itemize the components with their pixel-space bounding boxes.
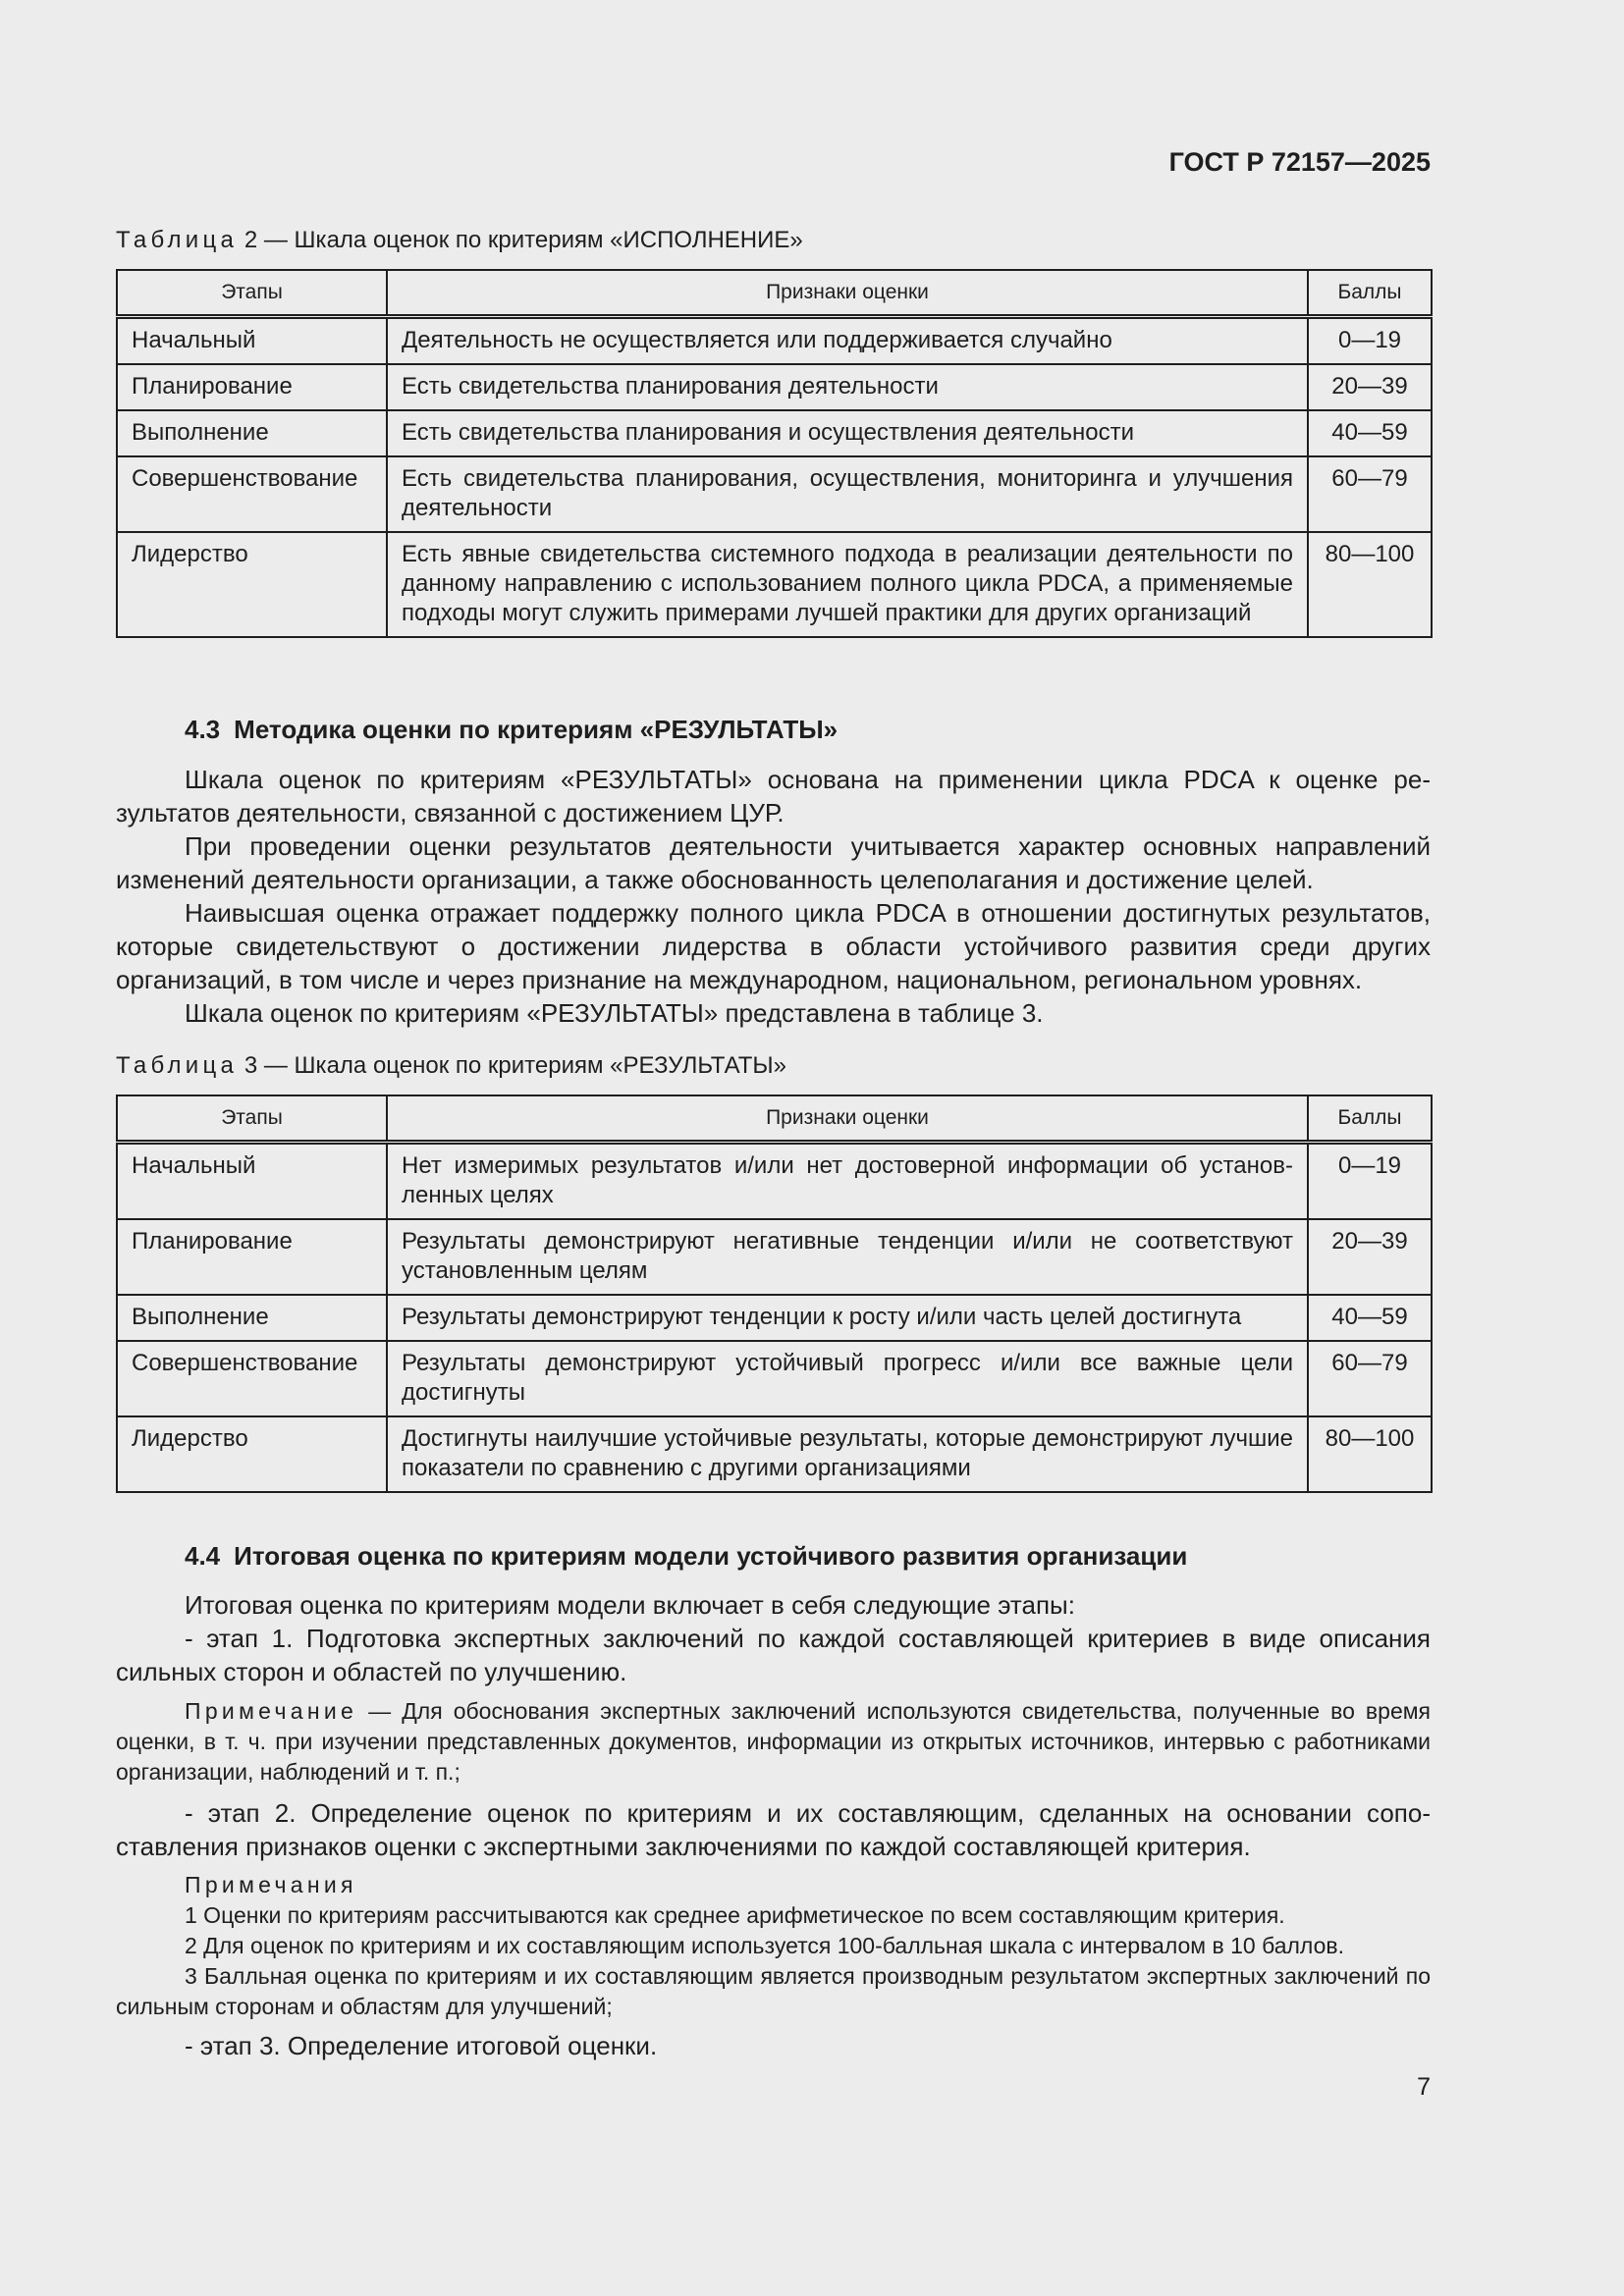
section-number: 4.3 bbox=[185, 715, 221, 744]
section-4-3-heading bbox=[185, 713, 838, 746]
table3-caption-word: Таблица bbox=[116, 1052, 239, 1079]
table2-header-stage: Этапы bbox=[117, 270, 387, 317]
note-text: — Для обоснования экспертных заключений используются свидетельства, полученные во время оценки, в т. ч. при изучении представленных документов, информации из открытых источников, интервью с работниками организации, наблюдений и т. п.; bbox=[116, 1698, 1431, 1785]
points-cell: 80—100 bbox=[1308, 1416, 1432, 1492]
table2-caption bbox=[116, 226, 803, 255]
table-row bbox=[117, 410, 1432, 456]
stage-cell: Планирование bbox=[117, 364, 387, 410]
criteria-cell: Есть свидетельства планирования и осуществления деятельности bbox=[387, 410, 1308, 456]
table3-caption bbox=[116, 1051, 786, 1081]
notes-label: Примечания bbox=[185, 1872, 357, 1897]
stage-cell: Совершенствование bbox=[117, 456, 387, 532]
note-item: 3 Балльная оценка по критериям и их составляющим является производным результатом экспертных заключений по сильным сторонам и областям для улучшений; bbox=[116, 1963, 1431, 2019]
criteria-cell: Есть свидетельства планирования, осуществления, мониторинга и улучшения деятельности bbox=[387, 456, 1308, 532]
criteria-cell: Деятельность не осуществляется или поддерживается случайно bbox=[387, 317, 1308, 365]
table2-header-criteria: Признаки оценки bbox=[387, 270, 1308, 317]
table-row bbox=[117, 1295, 1432, 1341]
table3 bbox=[116, 1095, 1433, 1493]
points-cell: 20—39 bbox=[1308, 1219, 1432, 1295]
step-1: - этап 1. Подготовка экспертных заключений по каждой составляющей критериев в виде описания сильных сторон и областей по улучшению. bbox=[116, 1624, 1431, 1686]
section-title: Методика оценки по критериям «РЕЗУЛЬТАТЫ» bbox=[234, 715, 839, 744]
criteria-cell: Достигнуты наилучшие устойчивые результаты, которые демонстрируют лучшие показатели по сравнению с другими организациями bbox=[387, 1416, 1308, 1492]
paragraph: Шкала оценок по критериям «РЕЗУЛЬТАТЫ» представлена в таблице 3. bbox=[185, 998, 1044, 1028]
paragraph: При проведении оценки результатов деятельности учитывается характер основных направлений изменений деятельности организации, а также обоснованность целеполагания и достижение целей. bbox=[116, 831, 1431, 894]
criteria-cell: Есть свидетельства планирования деятельности bbox=[387, 364, 1308, 410]
table3-caption-text: 3 — Шкала оценок по критериям «РЕЗУЛЬТАТЫ» bbox=[238, 1052, 786, 1079]
table2-caption-text: 2 — Шкала оценок по критериям «ИСПОЛНЕНИЕ» bbox=[238, 227, 803, 253]
criteria-cell: Результаты демонстрируют негативные тенденции и/или не соответствуют установленным целям bbox=[387, 1219, 1308, 1295]
points-cell: 0—19 bbox=[1308, 317, 1432, 365]
stage-cell: Начальный bbox=[117, 317, 387, 365]
section-number: 4.4 bbox=[185, 1541, 221, 1571]
table-row bbox=[117, 1143, 1432, 1220]
paragraph: Наивысшая оценка отражает поддержку полного цикла PDCA в отношении достигнутых результатов, которые свидетельствуют о достижении лидерства в области устойчивого развития среди других организаций, в том числе и через признание на международном, национальном, региональном уровнях. bbox=[116, 898, 1431, 994]
criteria-cell: Результаты демонстрируют тенденции к росту и/или часть целей достигнута bbox=[387, 1295, 1308, 1341]
page-number: 7 bbox=[1417, 2073, 1431, 2101]
points-cell: 20—39 bbox=[1308, 364, 1432, 410]
table3-header-stage: Этапы bbox=[117, 1095, 387, 1143]
stage-cell: Планирование bbox=[117, 1219, 387, 1295]
note-label: Примечание bbox=[185, 1698, 358, 1724]
points-cell: 80—100 bbox=[1308, 532, 1432, 637]
stage-cell: Начальный bbox=[117, 1143, 387, 1220]
criteria-cell: Результаты демонстрируют устойчивый прогресс и/или все важные цели достигнуты bbox=[387, 1341, 1308, 1416]
table2 bbox=[116, 269, 1433, 638]
table-row bbox=[117, 317, 1432, 365]
step-2: - этап 2. Определение оценок по критериям и их составляющим, сделанных на основании сопоставления признаков оценки с экспертными заключениями по каждой составляющей критерия. bbox=[116, 1798, 1431, 1861]
section-title: Итоговая оценка по критериям модели устойчивого развития организации bbox=[234, 1541, 1188, 1571]
table2-header-points: Баллы bbox=[1308, 270, 1432, 317]
points-cell: 0—19 bbox=[1308, 1143, 1432, 1220]
document-code: ГОСТ Р 72157—2025 bbox=[1168, 147, 1431, 177]
note-item: 2 Для оценок по критериям и их составляющим используется 100-балльная шкала с интервалом в 10 баллов. bbox=[185, 1933, 1345, 1958]
section-4-4-heading bbox=[185, 1539, 1187, 1573]
stage-cell: Выполнение bbox=[117, 1295, 387, 1341]
paragraph: Шкала оценок по критериям «РЕЗУЛЬТАТЫ» основана на применении цикла PDCA к оценке результатов деятельности, связанной с достижением ЦУР. bbox=[116, 765, 1431, 828]
note-item: 1 Оценки по критериям рассчитываются как среднее арифметическое по всем составляющим критерия. bbox=[185, 1902, 1285, 1928]
stage-cell: Совершенствование bbox=[117, 1341, 387, 1416]
table-row bbox=[117, 532, 1432, 637]
note-1 bbox=[116, 1696, 1431, 1788]
criteria-cell: Нет измеримых результатов и/или нет достоверной информации об установленных целях bbox=[387, 1143, 1308, 1220]
points-cell: 60—79 bbox=[1308, 1341, 1432, 1416]
table-row bbox=[117, 1341, 1432, 1416]
table-row bbox=[117, 1219, 1432, 1295]
table-row bbox=[117, 456, 1432, 532]
table2-caption-word: Таблица bbox=[116, 227, 239, 253]
points-cell: 60—79 bbox=[1308, 456, 1432, 532]
table-row bbox=[117, 364, 1432, 410]
criteria-cell: Есть явные свидетельства системного подхода в реализации деятельности по данному направлению с использованием полного цикла PDCA, а применяемые подходы могут служить примерами лучшей практики для других организаций bbox=[387, 532, 1308, 637]
paragraph: Итоговая оценка по критериям модели включает в себя следующие этапы: bbox=[185, 1590, 1075, 1620]
table3-header-criteria: Признаки оценки bbox=[387, 1095, 1308, 1143]
points-cell: 40—59 bbox=[1308, 1295, 1432, 1341]
table3-header-row bbox=[117, 1095, 1432, 1143]
stage-cell: Лидерство bbox=[117, 1416, 387, 1492]
stage-cell: Выполнение bbox=[117, 410, 387, 456]
table3-header-points: Баллы bbox=[1308, 1095, 1432, 1143]
table-row bbox=[117, 1416, 1432, 1492]
stage-cell: Лидерство bbox=[117, 532, 387, 637]
step-3: - этап 3. Определение итоговой оценки. bbox=[185, 2031, 658, 2060]
table2-header-row bbox=[117, 270, 1432, 317]
points-cell: 40—59 bbox=[1308, 410, 1432, 456]
